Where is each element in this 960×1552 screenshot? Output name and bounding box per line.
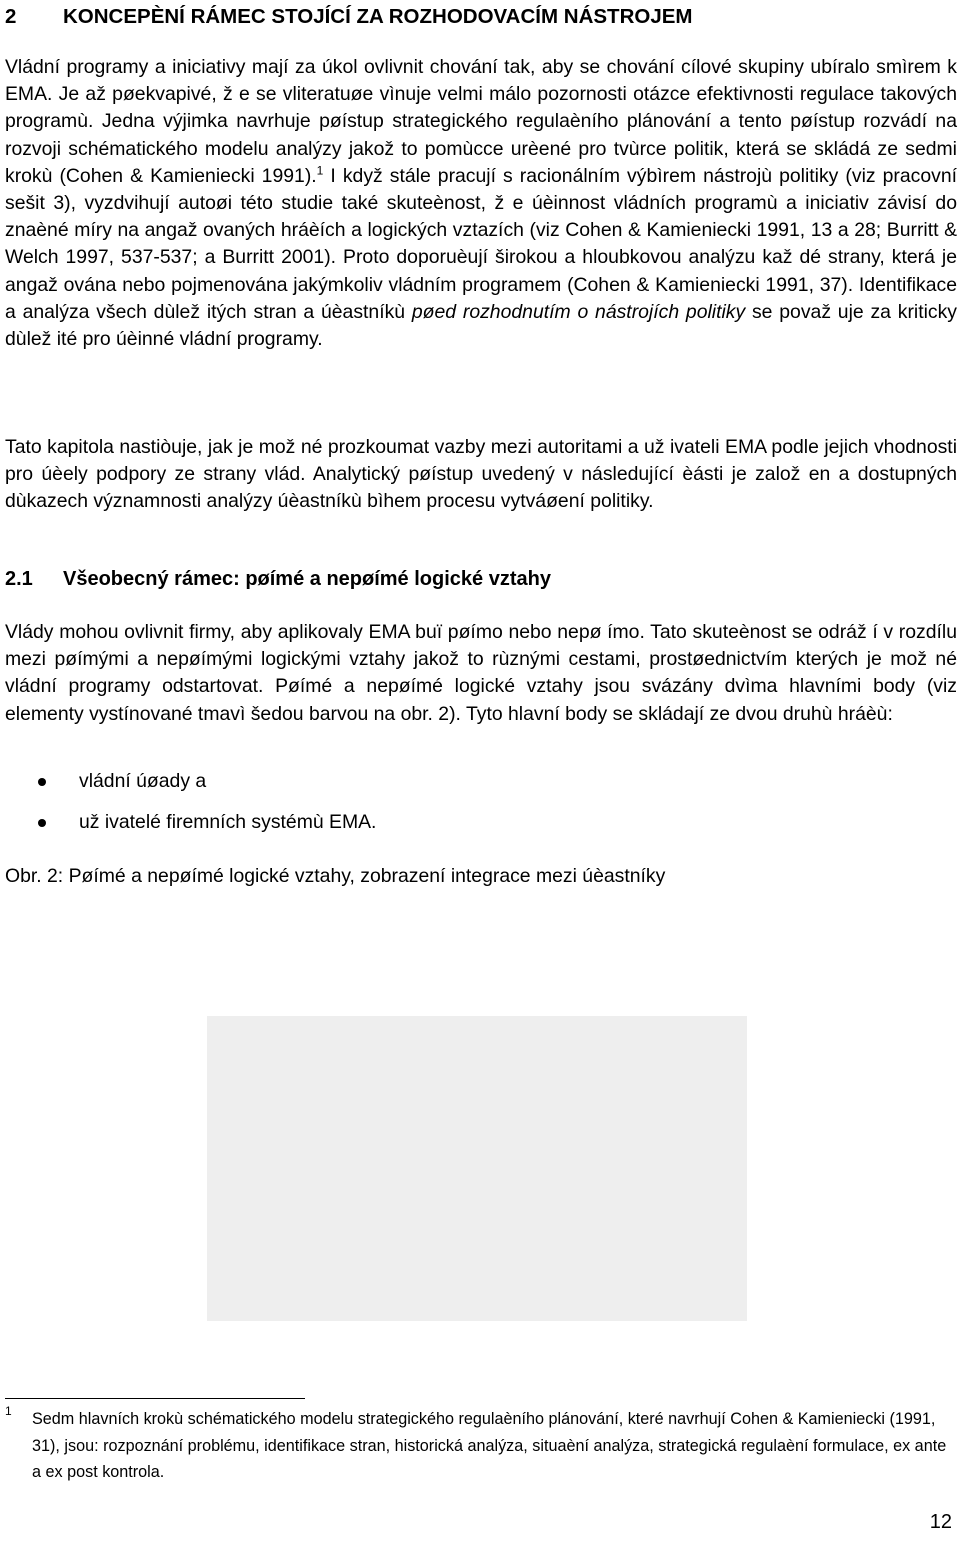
chapter-heading: [5, 3, 955, 31]
paragraph-general-framework: Vlády mohou ovlivnit firmy, aby aplikovaly EMA buï pøímo nebo nepø ímo. Tato skuteènost se odráž í v rozdílu mezi pøímými a nepøímými logickými vztahy jakož to rùznými cestami, prostøednictvím kterých je mož né vládní programy odstartovat. Pøímé a nepøímé logické vztahy jsou svázány dvìma hlavními body (viz elementy vystínované tmavì šedou barvou na obr. 2). Tyto hlavní body se skládají ze dvou druhù hráèù:: [5, 621, 957, 725]
figure-image: [207, 1016, 747, 1321]
section-heading: [5, 565, 955, 593]
list-item-text: už ivatelé firemních systémù EMA.: [79, 811, 377, 833]
footnote-mark: 1: [5, 1404, 12, 1418]
list-item: [5, 768, 905, 795]
footnote-text: Sedm hlavních krokù schématického modelu strategického regulaèního plánování, které navrhují Cohen & Kamieniecki (1991, 31), jsou: rozpoznání problému, identifikace stran, historická analýza, situaèní analýza, strategická regulaèní formulace, ex ante a ex post kontrola.: [32, 1410, 947, 1481]
section-number: 2.1: [5, 568, 33, 590]
figure-caption: Obr. 2: Pøímé a nepøímé logické vztahy, zobrazení integrace mezi úèastníky: [5, 865, 666, 887]
chapter-title: KONCEPÈNÍ RÁMEC STOJÍCÍ ZA ROZHODOVACÍM NÁSTROJEM: [63, 5, 693, 28]
bullet-icon: [38, 819, 46, 827]
chapter-number: 2: [5, 5, 17, 28]
page-number: 12: [929, 1511, 952, 1533]
paragraph-intro-part1: Vládní programy a iniciativy mají za úkol ovlivnit chování tak, aby se chování cílové skupiny ubíralo smìrem k EMA. Je až pøekvapivé, ž e se vliteratuøe vìnuje velmi málo pozornosti otázce efektivnosti regulace takových programù. Jedna výjimka navrhuje pøístup strategického regulaèního plánování a tento pøístup rozvádí na rozvoji schématického modelu analýzy jakož to pomùcce urèené pro tvùrce politik, která se skládá ze sedmi krokù (Cohen & Kamieniecki 1991).: [5, 56, 957, 187]
section-title: Všeobecný rámec: pøímé a nepøímé logické vztahy: [63, 568, 551, 590]
paragraph-intro-part3: se považ uje za kriticky dùlež ité pro úèinné vládní programy.: [5, 300, 958, 351]
list-item: [5, 809, 905, 836]
list-item-text: vládní úøady a: [79, 770, 207, 792]
bullet-icon: [38, 778, 46, 786]
paragraph-intro: [5, 54, 957, 353]
actors-list: [5, 768, 905, 850]
paragraph-intro-emphasis: pøed rozhodnutím o nástrojích politiky: [411, 300, 746, 323]
paragraph-intro-part2: I když stále pracují s racionálním výbìrem nástrojù politiky (viz pracovní sešit 3), vyzdvihují autoøi této studie také skuteènost, ž e úèinnost vládních programù a iniciativ závisí do znaèné míry na angaž ovaných hráèích a logických vztazích (viz Cohen & Kamieniecki 1991, 13 a 28; Burritt & Welch 1997, 537-537; a Burritt 2001). Proto doporuèují širokou a hloubkovou analýzu kaž dé strany, která je angaž ována nebo pojmenována jakýmkoliv vládním programem (Cohen & Kamieniecki 1991, 37). Identifikace a analýza všech dùlež itých stran a úèastníkù: [5, 164, 957, 323]
paragraph-chapter-outline: Tato kapitola nastiòuje, jak je mož né prozkoumat vazby mezi autoritami a už ivateli EMA podle jejich vhodnosti pro úèely podpory ze strany vlád. Analytický pøístup uvedený v následující èásti je založ en a dostupných dùkazech významnosti analýzy úèastníkù bìhem procesu vytváøení politiky.: [5, 436, 957, 513]
footnote-reference[interactable]: 1: [316, 163, 324, 178]
footnote-divider: [5, 1398, 305, 1399]
